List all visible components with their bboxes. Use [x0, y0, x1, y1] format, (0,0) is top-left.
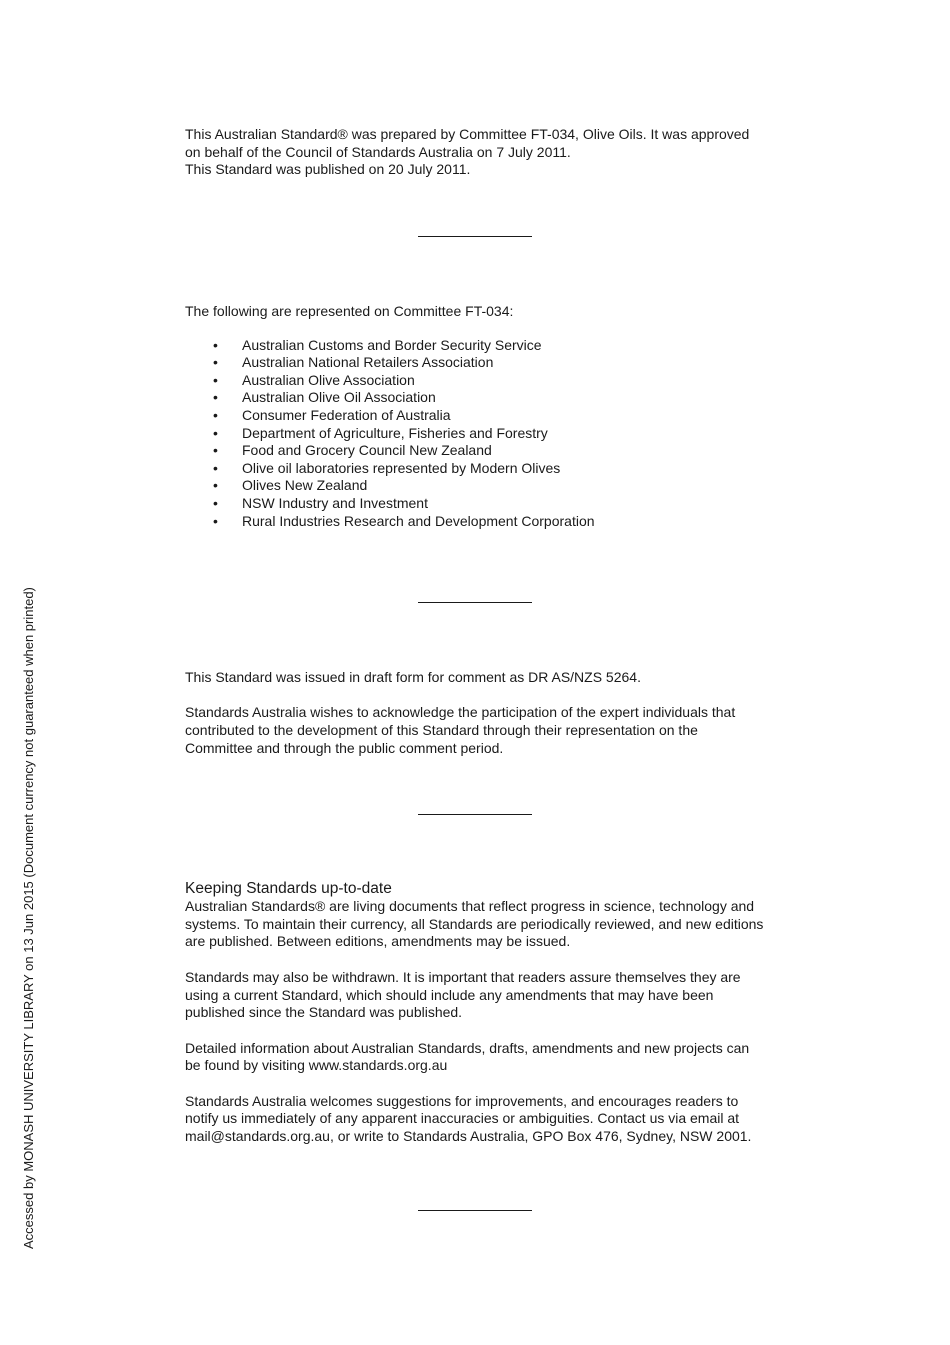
paragraph — [185, 969, 775, 1022]
committee-member: Olives New Zealand — [242, 477, 368, 494]
acknowledgement-paragraph — [185, 704, 775, 757]
paragraph — [185, 1093, 775, 1146]
bullet-icon: • — [213, 407, 218, 424]
list-item — [185, 425, 775, 443]
list-item — [185, 389, 775, 407]
list-item — [185, 337, 775, 355]
section-divider — [418, 814, 532, 815]
acknowledgement-line: contributed to the development of this Standard through their representation on the — [185, 722, 698, 739]
committee-member: NSW Industry and Investment — [242, 495, 428, 512]
bullet-icon: • — [213, 442, 218, 459]
draft-statement: This Standard was issued in draft form for comment as DR AS/NZS 5264. — [185, 669, 641, 685]
paragraph-line: published since the Standard was published. — [185, 1004, 463, 1021]
bullet-icon: • — [213, 424, 218, 441]
section-divider — [418, 1210, 532, 1211]
paragraph-line: Standards Australia welcomes suggestions for improvements, and encourages readers to — [185, 1092, 739, 1109]
section-divider — [418, 602, 532, 603]
keeping-standards-section — [185, 880, 775, 1146]
paragraph-line: using a current Standard, which should include any amendments that may have been — [185, 986, 714, 1003]
acknowledgement-line: Committee and through the public comment period. — [185, 739, 504, 756]
section-divider — [418, 236, 532, 237]
publication-date-line: This Standard was published on 20 July 2011. — [185, 161, 471, 178]
committee-member: Australian National Retailers Association — [242, 354, 494, 371]
committee-member: Australian Olive Association — [242, 371, 415, 388]
preparation-statement — [185, 126, 775, 179]
paragraph-line: Australian Standards® are living documents that reflect progress in science, technology and — [185, 898, 755, 914]
paragraph-line: systems. To maintain their currency, all Standards are periodically reviewed, and new editions — [185, 915, 764, 932]
list-item — [185, 372, 775, 390]
list-item — [185, 460, 775, 478]
committee-member: Australian Olive Oil Association — [242, 389, 436, 406]
bullet-icon: • — [213, 495, 218, 512]
bullet-icon: • — [213, 336, 218, 353]
paragraph-line: mail@standards.org.au, or write to Standards Australia, GPO Box 476, Sydney, NSW 2001. — [185, 1128, 752, 1145]
bullet-icon: • — [213, 371, 218, 388]
committee-intro: The following are represented on Committee FT-034: — [185, 303, 514, 319]
committee-member: Food and Grocery Council New Zealand — [242, 442, 492, 459]
committee-member: Department of Agriculture, Fisheries and Forestry — [242, 424, 548, 441]
list-item — [185, 513, 775, 531]
bullet-icon: • — [213, 354, 218, 371]
bullet-icon: • — [213, 389, 218, 406]
committee-member: Consumer Federation of Australia — [242, 407, 451, 424]
committee-member-list — [185, 337, 775, 531]
committee-member: Olive oil laboratories represented by Modern Olives — [242, 459, 561, 476]
list-item — [185, 354, 775, 372]
committee-member: Australian Customs and Border Security Service — [242, 336, 542, 353]
paragraph-line: be found by visiting www.standards.org.au — [185, 1057, 448, 1074]
bullet-icon: • — [213, 512, 218, 529]
draft-section — [185, 669, 775, 758]
list-item — [185, 477, 775, 495]
paragraph — [185, 1040, 775, 1075]
access-watermark: Accessed by MONASH UNIVERSITY LIBRARY on 13 Jun 2015 (Document currency not guaranteed when printed) — [21, 587, 36, 1249]
section-heading: Keeping Standards up-to-date — [185, 880, 392, 897]
bullet-icon: • — [213, 477, 218, 494]
list-item — [185, 442, 775, 460]
paragraph-line: Detailed information about Australian Standards, drafts, amendments and new projects can — [185, 1039, 750, 1056]
preparation-line: This Australian Standard® was prepared by Committee FT-034, Olive Oils. It was approved — [185, 126, 750, 142]
paragraph — [185, 898, 775, 951]
list-item — [185, 495, 775, 513]
paragraph-line: Standards may also be withdrawn. It is important that readers assure themselves they are — [185, 968, 741, 985]
paragraph-line: are published. Between editions, amendments may be issued. — [185, 933, 571, 950]
paragraph-line: notify us immediately of any apparent inaccuracies or ambiguities. Contact us via email at — [185, 1110, 740, 1127]
list-item — [185, 407, 775, 425]
bullet-icon: • — [213, 459, 218, 476]
preparation-line: on behalf of the Council of Standards Australia on 7 July 2011. — [185, 143, 571, 160]
committee-member: Rural Industries Research and Development Corporation — [242, 512, 595, 529]
acknowledgement-line: Standards Australia wishes to acknowledge the participation of the expert individuals that — [185, 704, 736, 721]
committee-section — [185, 303, 775, 530]
